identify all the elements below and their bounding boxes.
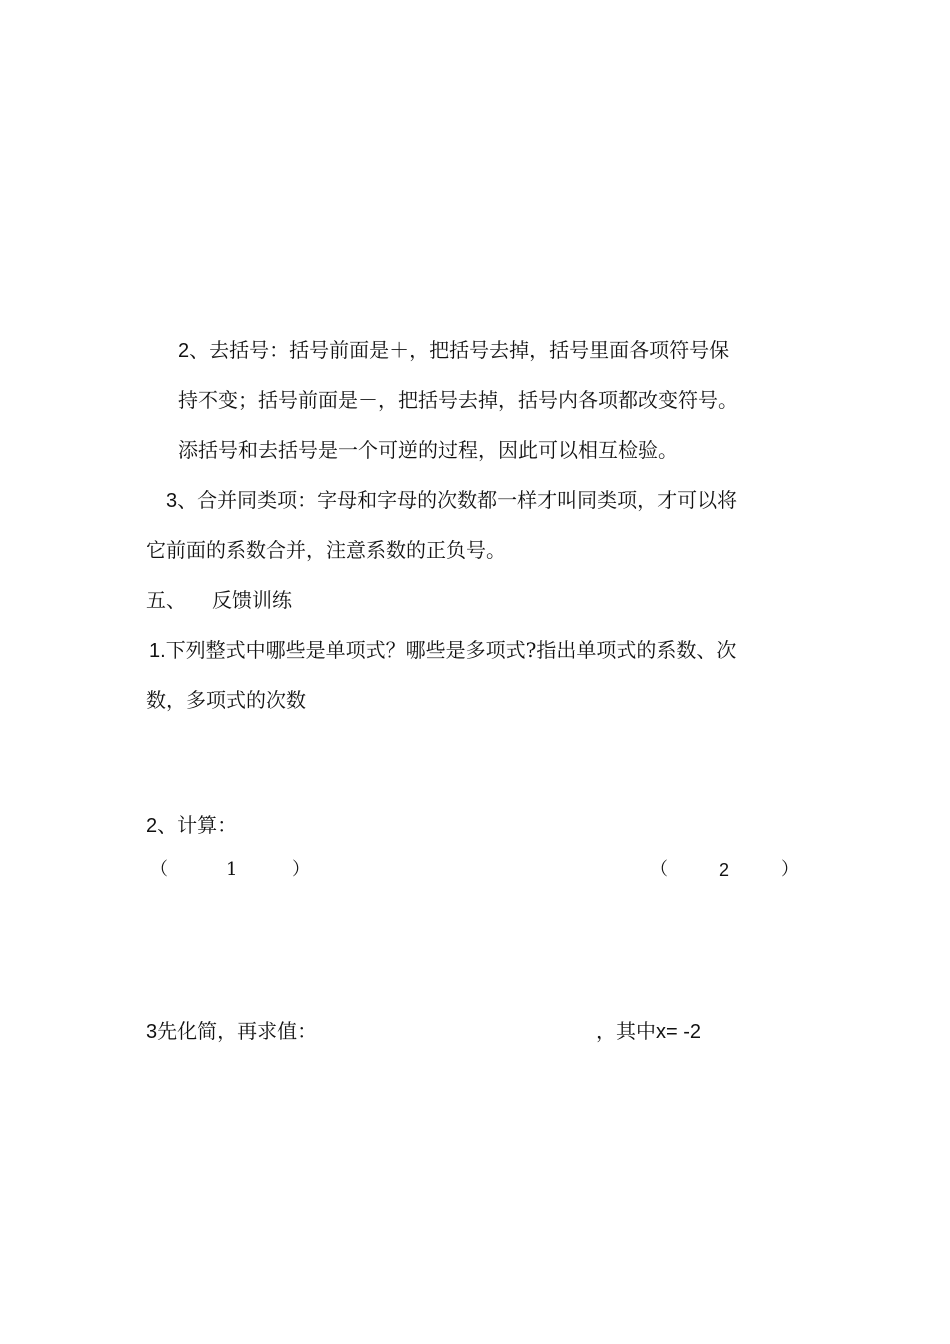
section-five-marker: 五、	[146, 588, 186, 612]
rule2-line2: 持不变；括号前面是－，把括号去掉，括号内各项都改变符号。	[178, 388, 738, 412]
rule3-line1	[166, 486, 737, 515]
exercise2-title-text: 、计算：	[157, 813, 238, 837]
exercise2-sub2-close-paren: ）	[781, 859, 799, 880]
rule2-number: 2	[178, 340, 190, 362]
rule2-line1-text: 、去括号：括号前面是＋，把括号去掉，括号里面各项符号保	[189, 338, 730, 362]
rule3-line2: 它前面的系数合并，注意系数的正负号。	[146, 538, 506, 562]
exercise2-title	[146, 811, 237, 840]
exercise3-prompt	[146, 1017, 317, 1046]
exercise2-sub1-label: 1	[226, 859, 238, 880]
exercise2-sub2-open-paren: （	[650, 859, 668, 880]
rule3-line1-text: 、合并同类项：字母和字母的次数都一样才叫同类项，才可以将	[177, 488, 738, 512]
exercise3-condition-value: x= -2	[656, 1021, 702, 1043]
exercise2-number: 2	[146, 815, 158, 837]
exercise2-sub1-open-paren: （	[150, 859, 168, 880]
rule3-number: 3	[166, 490, 178, 512]
section-five-heading	[146, 586, 292, 614]
exercise3-condition	[596, 1017, 701, 1046]
exercise2-sub1-close-paren: ）	[292, 859, 310, 880]
exercise1-number: 1.	[149, 640, 166, 662]
exercise3-number: 3	[146, 1021, 158, 1043]
exercise3-condition-prefix: ，其中	[596, 1019, 656, 1043]
section-five-title: 反馈训练	[212, 588, 292, 612]
exercise2-sub2-label: 2	[719, 860, 730, 880]
exercise1-line1	[149, 636, 736, 665]
exercise1-line2: 数，多项式的次数	[146, 688, 306, 712]
exercise3-prompt-text: 先化简，再求值：	[157, 1019, 318, 1043]
rule2-line1	[178, 336, 729, 365]
rule2-line3: 添括号和去括号是一个可逆的过程，因此可以相互检验。	[178, 438, 678, 462]
exercise1-line1-text: 下列整式中哪些是单项式？哪些是多项式?指出单项式的系数、次	[165, 638, 737, 662]
